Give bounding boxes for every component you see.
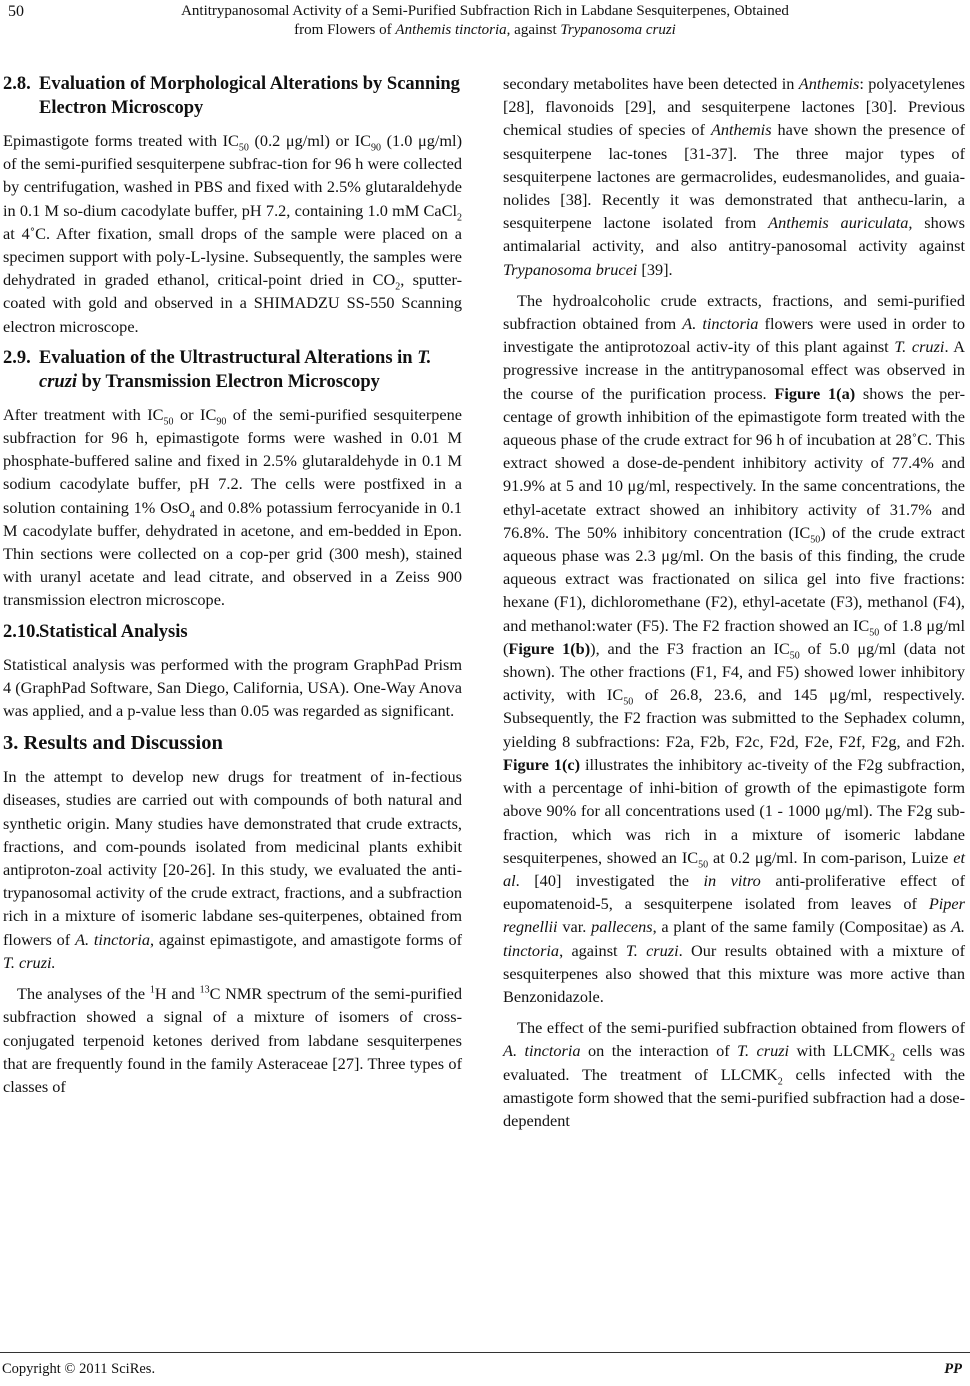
running-title (100, 2, 870, 40)
paragraph: secondary metabolites have been detected in Anthemis: polyacetylenes [28], flavonoids [29], and sesquiterpene lactones [30]. Previous chemical studies of species of Anthemis have shown the presence of sesquiterpene lac-tones [31-37]. The three major types of sesquiterpene lactones are germacrolides, eudesmanolides, and guaia-nolides [38]. Recently it was demonstrated that anthecu-larin, a sesquiterpene lactone isolated from Anthemis auriculata, shows antimalarial activity, and also antitry-panosomal activity against Trypanosoma brucei [39]. (503, 74, 965, 279)
page-footer (0, 1358, 970, 1382)
copyright-notice: Copyright © 2011 SciRes. (2, 1361, 156, 1377)
footer-divider (0, 1352, 970, 1353)
paragraph: In the attempt to develop new drugs for treatment of in-fectious diseases, studies are carried out with compounds of both natural and synthetic origin. Many studies have demonstrated that crude extracts, fractions, and com-pounds isolated from medicinal plants exhibit antiproton-zoal activity [20-26]. In this study, we evaluated the anti-trypanosomal activity of the crude extract, fractions, and a subfraction rich in a mixture of isomeric labdane ses-quiterpenes, obtained from flowers of A. tinctoria, against epimastigote, and amastigote forms of T. cruzi. (3, 767, 463, 972)
section-heading-2-9: 2.9. Evaluation of the Ultrastructural Alterations in T. cruzi by Transmission Electron Microscopy (3, 347, 432, 392)
paragraph: Statistical analysis was performed with the program GraphPad Prism 4 (GraphPad Software, San Diego, California, USA). One-Way Anova was applied, and a p-value less than 0.05 was regarded as significant. (3, 654, 462, 721)
paragraph: The analyses of the $^1$H and $^{13}$C NMR spectrum of the semi-purified subfraction showed a signal of a mixture of isomers of cross-conjugated terpenoid ketones derived from labdane sesquiterpenes that are frequently found in the family Asteraceae [27]. Three types of classes of (3, 984, 463, 1096)
page-number: 50 (8, 3, 24, 20)
running-title-line2: from Flowers of Anthemis tinctoria, against Trypanosoma cruzi (294, 22, 676, 38)
left-column (3, 72, 462, 1106)
paragraph: After treatment with $IC_{50}$ or $IC_{90}$ of the semi-purified sesquiterpene subfraction for 96 h, epimastigote forms were washed in 0.01 M phosphate-buffered saline and fixed in 2.5% glutaraldehyde in 0.1 M sodium cacodylate buffer, pH 7.2. The cells were postfixed in a solution containing 1% OsO$_4$ and 0.8% potassium ferrocyanide in 0.1 M cacodylate buffer, dehydrated in acetone, and em-bedded in Epon. Thin sections were collected on a cop-per grid (300 mesh), stained with uranyl acetate and lead citrate, and observed in a Zeiss 900 transmission electron microscope. (3, 404, 463, 610)
running-title-line1: Antitrypanosomal Activity of a Semi-Purified Subfraction Rich in Labdane Sesquiterpenes, Obtained (181, 3, 789, 19)
journal-abbrev: PP (944, 1361, 962, 1377)
section-heading-3: 3. Results and Discussion (3, 732, 223, 755)
section-heading-2-8: 2.8. Evaluation of Morphological Alterations by Scanning Electron Microscopy (3, 74, 460, 118)
paragraph: The hydroalcoholic crude extracts, fractions, and semi-purified subfraction obtained from A. tinctoria flowers were used in order to investigate the antiprotozoal activ-ity of this plant against T. cruzi. A progressive increase in the antitrypanosomal effect was observed in the course of the purification process. Figure 1(a) shows the per-centage of growth inhibition of the epimastigote form treated with the aqueous phase of the crude extract for 96 h of incubation at 28˚C. This extract showed a dose-de-pendent inhibitory activity of 77.4% and 91.9% at 5 and 10 μg/ml, respectively. In the same concentrations, the ethyl-acetate extract showed an inhibitory activity of 31.7% and 76.8%. The 50% inhibitory concentration $(IC_{50})$ of the crude extract aqueous phase was 2.3 μg/ml. On the basis of this finding, the crude aqueous extract was fractionated on silica gel into five fractions: hexane (F1), dichloromethane (F2), ethyl-acetate (F3), methanol (F4), and methanol:water (F5). The F2 fraction showed an $IC_{50}$ of 1.8 μg/ml (Figure 1(b)), and the F3 fraction an $IC_{50}$ of 5.0 μg/ml (data not shown). The other fractions (F1, F4, and F5) showed lower inhibitory activity, with $IC_{50}$ of 26.8, 23.6, and 145 μg/ml, respectively. Subsequently, the F2 fraction was submitted to the Sephadex column, yielding 8 subfractions: F2a, F2b, F2c, F2d, F2e, F2f, F2g, and F2h. Figure 1(c) illustrates the inhibitory ac-tiveity of the F2g subfraction, with a percentage of inhi-bition of growth of the epimastigote form above 90% for all concentrations used (1 - 1000 μg/ml). The F2g sub-fraction, which was rich in a mixture of isomeric labdane sesquiterpenes, showed an $IC_{50}$ at 0.2 μg/ml. In com-parison, Luize et al. [40] investigated the in vitro anti-proliferative effect of eupomatenoid-5, a sesquiterpene isolated from leaves of Piper regnellii var. pallecens, a plant of the same family (Compositae) as A. tinctoria, against T. cruzi. Our results obtained with a mixture of sesquiterpenes also showed that this mixture was more active than Benzonidazole. (503, 290, 966, 1006)
right-column (503, 72, 965, 1140)
running-header (0, 0, 970, 44)
paragraph: Epimastigote forms treated with $IC_{50}$ (0.2 μg/ml) or $IC_{90}$ (1.0 μg/ml) of the semi-purified sesquiterpene subfrac-tion for 96 h were collected by centrifugation, washed in PBS and fixed with 2.5% glutaraldehyde in 0.1 M so-dium cacodylate buffer, pH 7.2, containing 1.0 mM CaCl$_2$ at 4˚C. After fixation, small drops of the sample were placed on a specimen support with poly-L-lysine. Subsequently, the samples were dehydrated in graded ethanol, critical-point dried in $CO_2$, sputter-coated with gold and observed in a SHIMADZU SS-550 Scanning electron microscope. (3, 131, 462, 336)
section-heading-2-10: 2.10.Statistical Analysis (3, 621, 188, 642)
paragraph: The effect of the semi-purified subfraction obtained from flowers of A. tinctoria on the interaction of T. cruzi with $LLCMK_2$ cells was evaluated. The treatment of $LLCMK_2$ cells infected with the amastigote form showed that the semi-purified subfraction had a dose-dependent (503, 1018, 965, 1130)
